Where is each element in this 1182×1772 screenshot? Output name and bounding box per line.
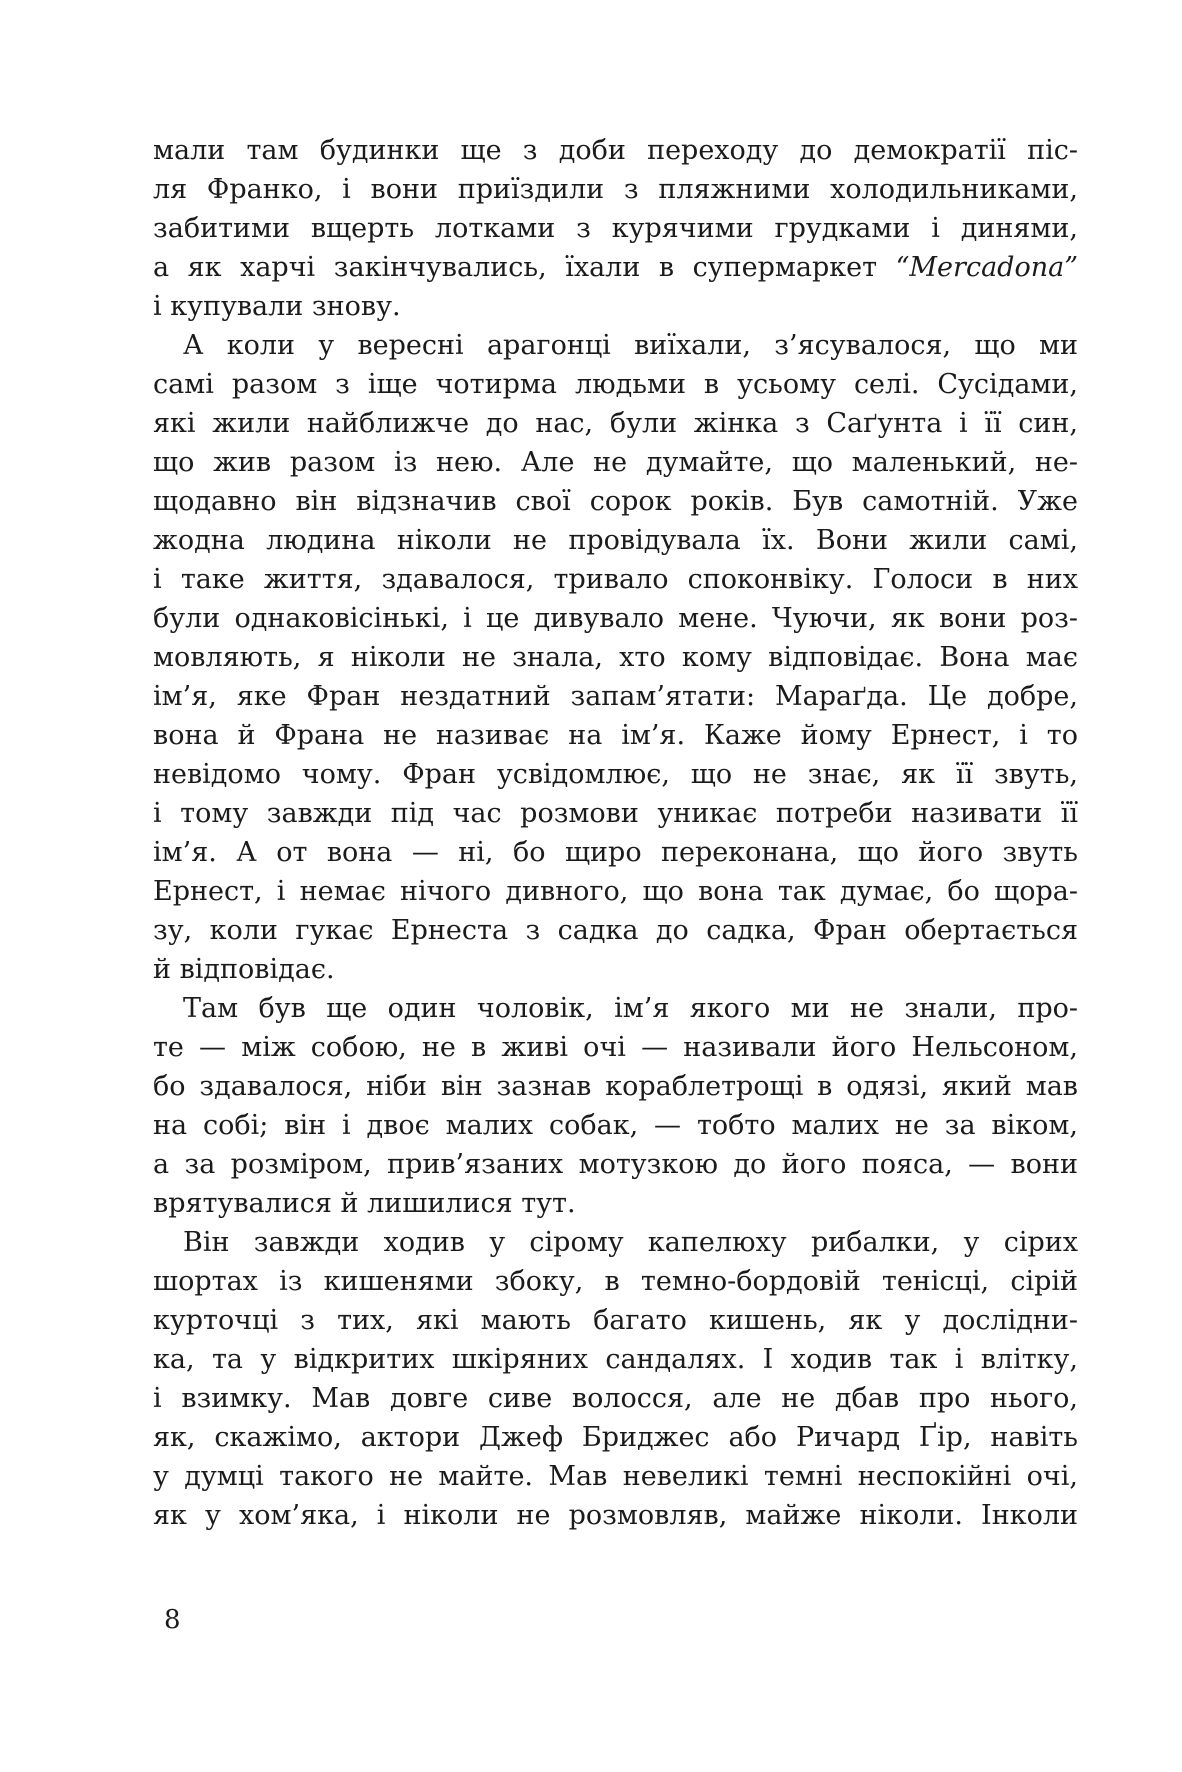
text-line: забитими вщерть лотками з курячими грудками і динями,	[153, 213, 1078, 244]
paragraph	[153, 326, 1078, 989]
text-line: невідомо чому. Фран усвідомлює, що не знає, як її звуть,	[153, 759, 1078, 790]
text-line: щодавно він відзначив свої сорок років. Був самотній. Уже	[153, 486, 1078, 517]
text-line: що жив разом із нею. Але не думайте, що маленький, не-	[153, 447, 1078, 478]
text-line: врятувалися й лишилися тут.	[153, 1188, 576, 1219]
text-line: шортах із кишенями збоку, в темно-бордовій тенісці, сірій	[153, 1266, 1078, 1297]
text-line: курточці з тих, які мають багато кишень, як у дослідни-	[153, 1305, 1078, 1336]
text-line: ля Франко, і вони приїздили з пляжними холодильниками,	[153, 174, 1078, 205]
italic-text: “Mercadona”	[895, 252, 1078, 283]
text-line: у думці такого не майте. Мав невеликі темні неспокійні очі,	[153, 1461, 1078, 1492]
text-line: мовляють, я ніколи не знала, хто кому відповідає. Вона має	[153, 642, 1078, 673]
text-line: те — між собою, не в живі очі — називали його Нельсоном,	[153, 1032, 1078, 1063]
text-line: а за розміром, прив’язаних мотузкою до його пояса, — вони	[153, 1149, 1078, 1180]
text-line: ім’я. А от вона — ні, бо щиро переконана, що його звуть	[153, 837, 1078, 868]
text-line: Там був ще один чоловік, ім’я якого ми не знали, про-	[183, 993, 1078, 1024]
text-line: і взимку. Мав довге сиве волосся, але не дбав про нього,	[153, 1383, 1078, 1414]
text-line: на собі; він і двоє малих собак, — тобто малих не за віком,	[153, 1110, 1078, 1141]
text-line: які жили найближче до нас, були жінка з Саґунта і її син,	[153, 408, 1078, 439]
text-line: Він завжди ходив у сірому капелюху рибалки, у сірих	[183, 1227, 1078, 1258]
text-line: і купували знову.	[153, 291, 401, 322]
text-line: самі разом з іще чотирма людьми в усьому селі. Сусідами,	[153, 369, 1078, 400]
text-line: Ернест, і немає нічого дивного, що вона так думає, бо щора-	[153, 876, 1078, 907]
text-line: ім’я, яке Фран нездатний запам’ятати: Мараґда. Це добре,	[153, 681, 1078, 712]
text-line: жодна людина ніколи не провідувала їх. Вони жили самі,	[153, 525, 1078, 556]
text-line: вона й Франа не називає на ім’я. Каже йому Ернест, і то	[153, 720, 1078, 751]
text-line: мали там будинки ще з доби переходу до демократії піс-	[153, 135, 1078, 166]
plain-text: а як харчі закінчувались, їхали в супермаркет	[153, 252, 896, 283]
text-line: і таке життя, здавалося, тривало споконвіку. Голоси в них	[153, 564, 1078, 595]
paragraph	[153, 1223, 1078, 1535]
text-line: ка, та у відкритих шкіряних сандалях. І ходив так і влітку,	[153, 1344, 1078, 1375]
paragraph	[153, 131, 1078, 326]
text-line: зу, коли гукає Ернеста з садка до садка, Фран обертається	[153, 915, 1078, 946]
text-line: як у хом’яка, і ніколи не розмовляв, майже ніколи. Інколи	[153, 1500, 1078, 1531]
page-number: 8	[164, 1605, 181, 1635]
text-line: були однаковісінькі, і це дивувало мене. Чуючи, як вони роз-	[153, 603, 1078, 634]
text-block	[153, 131, 1078, 1535]
text-line: бо здавалося, ніби він зазнав кораблетрощі в одязі, який мав	[153, 1071, 1078, 1102]
text-line: А коли у вересні арагонці виїхали, з’ясувалося, що ми	[183, 330, 1078, 361]
text-line: і тому завжди під час розмови уникає потреби називати її	[153, 798, 1078, 829]
text-line: й відповідає.	[153, 954, 335, 985]
paragraph	[153, 989, 1078, 1223]
text-line	[153, 248, 1078, 287]
text-line: як, скажімо, актори Джеф Бриджес або Ричард Ґір, навіть	[153, 1422, 1078, 1453]
